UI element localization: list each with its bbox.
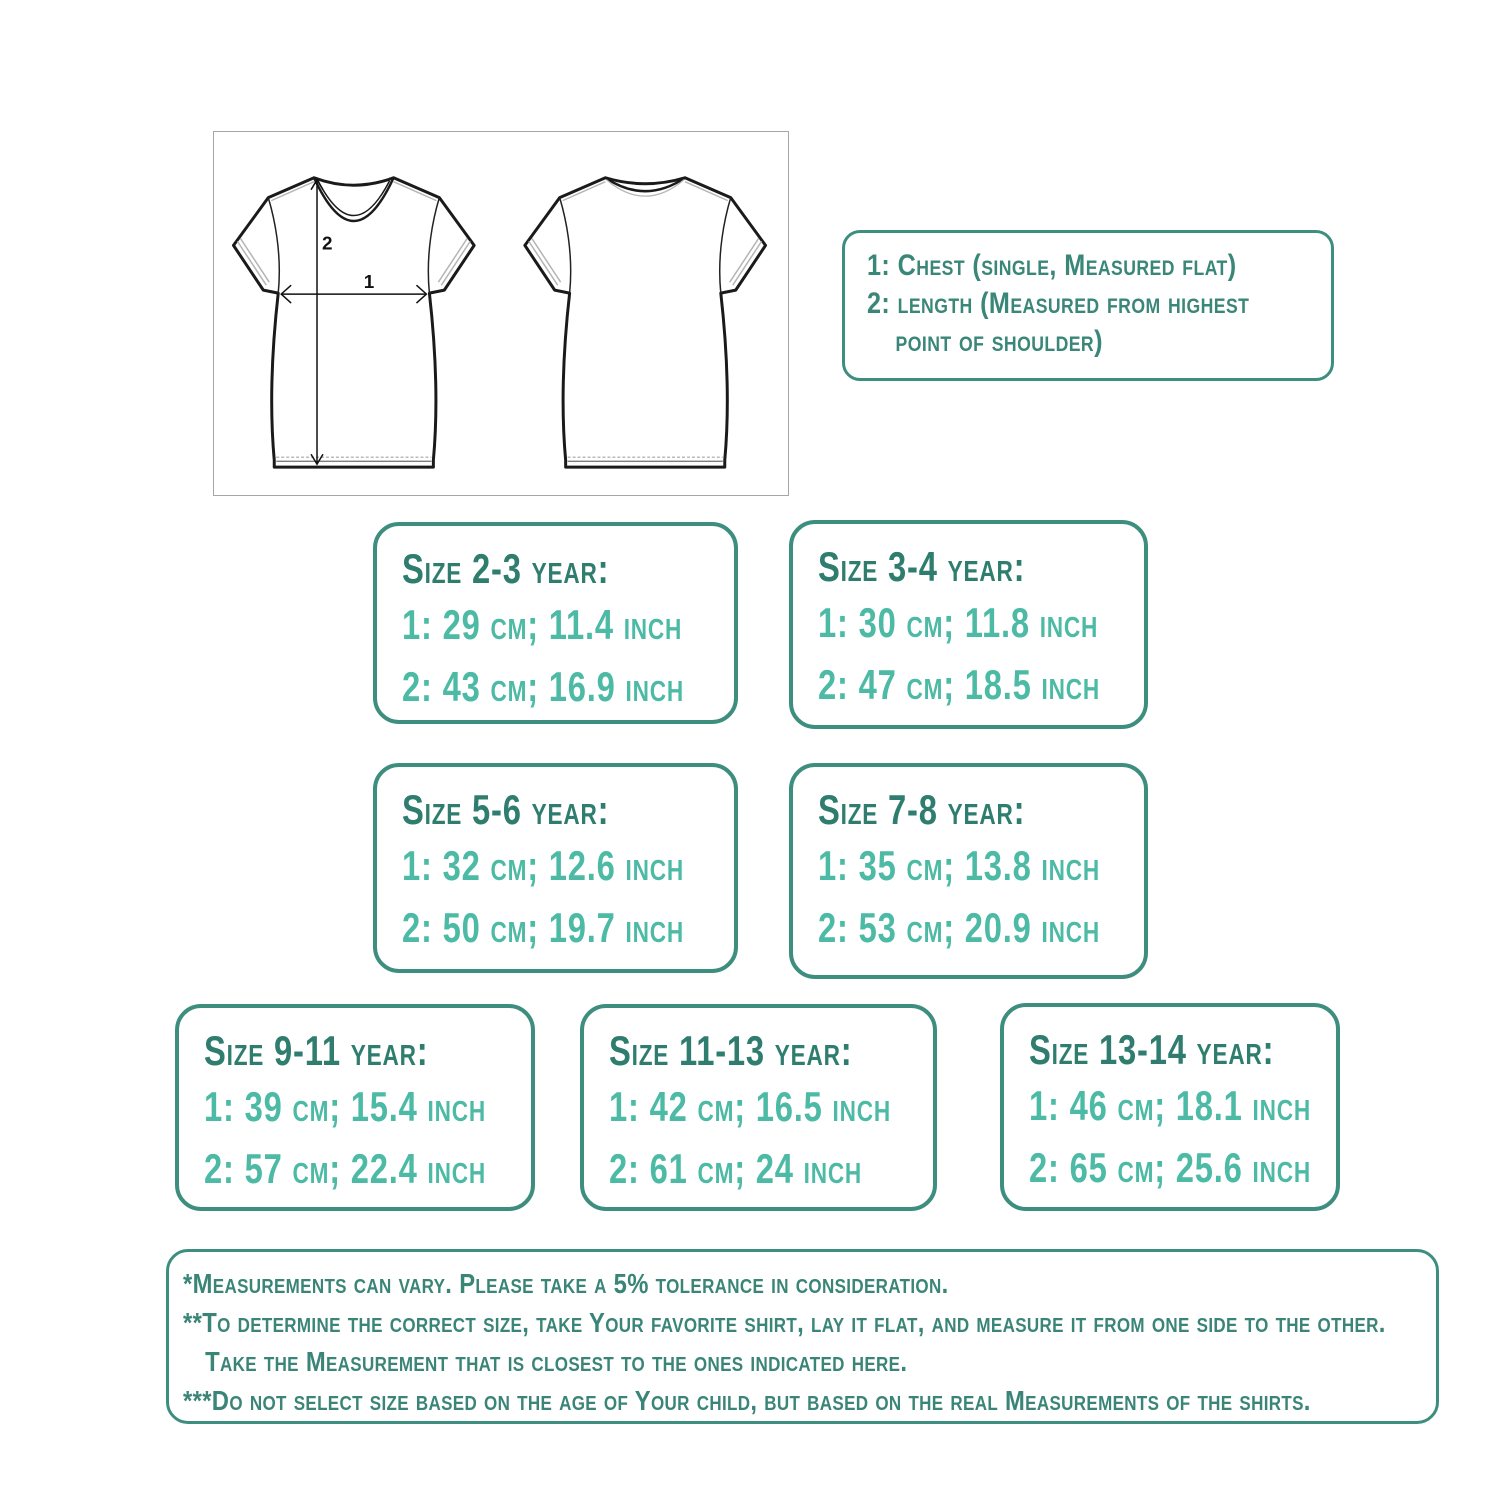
size-length-value: 2: 65 cm; 25.6 inch xyxy=(1029,1144,1311,1191)
size-chest-value: 1: 30 cm; 11.8 inch xyxy=(818,599,1099,646)
size-chest-value: 1: 42 cm; 16.5 inch xyxy=(609,1083,891,1130)
note-how-to-measure: **To determine the correct size, take Your favorite shirt, lay it flat, and measure it from one side to the other. xyxy=(183,1307,1386,1338)
size-length-value: 2: 43 cm; 16.9 inch xyxy=(402,663,684,710)
size-title: Size 5-6 year: xyxy=(402,786,610,833)
size-box-3-4-year xyxy=(789,520,1148,729)
size-title: Size 13-14 year: xyxy=(1029,1026,1275,1073)
measurement-legend-box xyxy=(842,230,1334,381)
size-chest-value: 1: 29 cm; 11.4 inch xyxy=(402,601,683,648)
size-chest-value: 1: 39 cm; 15.4 inch xyxy=(204,1083,486,1130)
size-box-2-3-year xyxy=(373,522,738,724)
size-box-9-11-year xyxy=(175,1004,535,1211)
tshirt-back-drawing xyxy=(525,178,766,467)
size-title: Size 3-4 year: xyxy=(818,543,1026,590)
size-chest-value: 1: 32 cm; 12.6 inch xyxy=(402,842,684,889)
size-box-5-6-year xyxy=(373,763,738,973)
note-tolerance: *Measurements can vary. Please take a 5% tolerance in consideration. xyxy=(183,1268,949,1299)
size-chest-value: 1: 35 cm; 13.8 inch xyxy=(818,842,1100,889)
notes-box xyxy=(166,1249,1439,1424)
tshirt-drawing xyxy=(214,132,788,495)
tshirt-figure xyxy=(213,131,789,496)
size-box-11-13-year xyxy=(580,1004,937,1211)
legend-line-length-cont: point of shoulder) xyxy=(895,325,1103,358)
length-arrow-label: 2 xyxy=(321,233,333,255)
size-length-value: 2: 53 cm; 20.9 inch xyxy=(818,904,1100,951)
note-age-warning: ***Do not select size based on the age of Your child, but based on the real Measurements of the shirts. xyxy=(183,1385,1311,1416)
size-title: Size 9-11 year: xyxy=(204,1027,429,1074)
legend-line-length: 2: length (Measured from highest xyxy=(867,287,1250,320)
size-chest-value: 1: 46 cm; 18.1 inch xyxy=(1029,1082,1311,1129)
note-how-to-measure-cont: Take the Measurement that is closest to the ones indicated here. xyxy=(205,1346,908,1377)
size-length-value: 2: 50 cm; 19.7 inch xyxy=(402,904,684,951)
size-title: Size 7-8 year: xyxy=(818,786,1026,833)
tshirt-front-drawing xyxy=(233,178,474,467)
size-length-value: 2: 47 cm; 18.5 inch xyxy=(818,661,1100,708)
size-length-value: 2: 61 cm; 24 inch xyxy=(609,1145,863,1192)
legend-line-chest: 1: Chest (single, Measured flat) xyxy=(867,249,1237,282)
size-title: Size 11-13 year: xyxy=(609,1027,853,1074)
size-title: Size 2-3 year: xyxy=(402,545,610,592)
size-box-13-14-year xyxy=(1000,1003,1340,1211)
size-box-7-8-year xyxy=(789,763,1148,979)
chest-arrow-label: 1 xyxy=(363,272,375,294)
size-length-value: 2: 57 cm; 22.4 inch xyxy=(204,1145,486,1192)
